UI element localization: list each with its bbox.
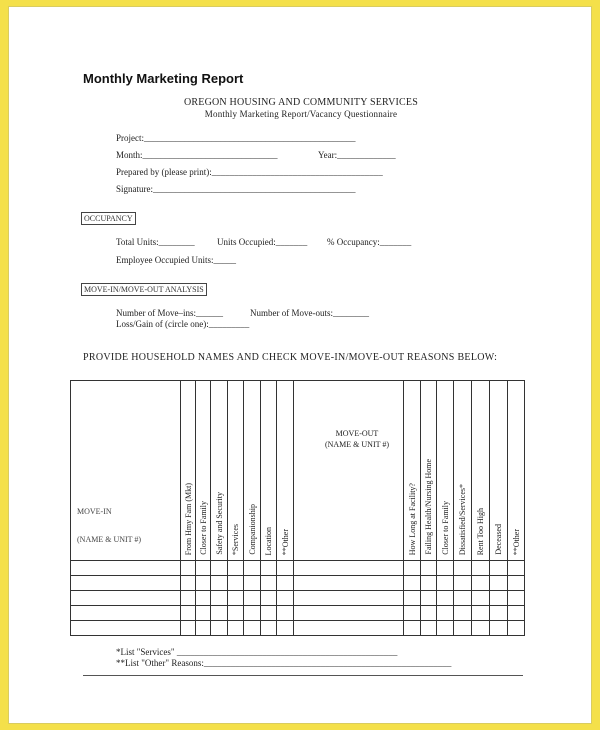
table-header-row (71, 381, 525, 561)
moveout-reason-cell (454, 381, 472, 561)
movein-reason-label: Companionship (247, 504, 257, 555)
footer-divider (83, 675, 523, 676)
movein-reason-cell (277, 381, 294, 561)
moveout-reason-label: Failing Health/Nursing Home (424, 459, 433, 555)
loss-gain-field[interactable]: Loss/Gain of (circle one):_________ (116, 319, 250, 329)
movein-reason-cell (211, 381, 228, 561)
document-page (8, 6, 592, 724)
moveout-reason-cell (404, 381, 421, 561)
pct-occupancy-field[interactable]: % Occupancy:_______ (327, 237, 412, 247)
moveout-header-label: MOVE-OUT (335, 429, 379, 438)
movein-reason-cell (196, 381, 211, 561)
project-field[interactable]: Project:_______________________________________________ (116, 133, 356, 143)
year-field[interactable]: Year:_____________ (318, 150, 396, 160)
movein-header-sublabel: (NAME & UNIT #) (77, 535, 142, 544)
moveout-reason-cell (437, 381, 454, 561)
movein-reason-label: From Hmy Fam (Mkt) (183, 482, 193, 555)
moveout-reason-label: Deceased (494, 524, 503, 555)
moveout-reason-label: Dissatisfied/Services* (458, 483, 467, 555)
move-analysis-section-label: MOVE-IN/MOVE-OUT ANALYSIS (81, 283, 207, 296)
movein-reason-label: **Other (280, 528, 290, 555)
movein-reason-cell (228, 381, 244, 561)
other-reasons-field[interactable]: **List "Other" Reasons:_______________________________________________________ (116, 658, 452, 668)
movein-reason-label: Closer to Family (198, 501, 208, 555)
table-row[interactable] (71, 606, 525, 621)
moveout-reason-label: **Other (511, 528, 521, 555)
movein-reason-label: Location (264, 526, 273, 555)
table-row[interactable] (71, 621, 525, 636)
table-row[interactable] (71, 591, 525, 606)
movein-reason-cell (244, 381, 261, 561)
total-units-field[interactable]: Total Units:________ (116, 237, 195, 247)
moveout-header-cell (294, 381, 404, 561)
movein-header-label: MOVE-IN (77, 507, 112, 516)
moveout-reason-label: How Long at Facility? (407, 482, 417, 555)
movein-header-cell (71, 381, 181, 561)
signature-field[interactable]: Signature:_____________________________________________ (116, 184, 356, 194)
report-title: Monthly Marketing Report (83, 71, 244, 86)
employee-occupied-field[interactable]: Employee Occupied Units:_____ (116, 255, 236, 265)
table-row[interactable] (71, 561, 525, 576)
services-list-field[interactable]: *List "Services" _________________________________________________ (116, 647, 398, 657)
table-instructions: PROVIDE HOUSEHOLD NAMES AND CHECK MOVE-IN/MOVE-OUT REASONS BELOW: (83, 352, 498, 363)
moveout-reason-label: Rent Too High (476, 507, 485, 555)
moveout-reason-cell (472, 381, 490, 561)
table-row[interactable] (71, 576, 525, 591)
month-field[interactable]: Month:______________________________ (116, 150, 278, 160)
moveout-reason-cell (508, 381, 525, 561)
occupancy-section-label: OCCUPANCY (81, 212, 136, 225)
moveout-reason-cell (421, 381, 437, 561)
move-ins-field[interactable]: Number of Move–ins:______ (116, 308, 223, 318)
move-reasons-table (70, 380, 525, 636)
movein-reason-cell (261, 381, 277, 561)
org-name: OREGON HOUSING AND COMMUNITY SERVICES (183, 97, 419, 108)
moveout-reason-label: Closer to Family (440, 501, 450, 555)
form-subtitle: Monthly Marketing Report/Vacancy Questionnaire (204, 109, 398, 119)
units-occupied-field[interactable]: Units Occupied:_______ (217, 237, 308, 247)
move-outs-field[interactable]: Number of Move-outs:________ (250, 308, 369, 318)
moveout-reason-cell (490, 381, 508, 561)
movein-reason-label: *Services (231, 523, 240, 555)
prepared-by-field[interactable]: Prepared by (please print):______________________________________ (116, 167, 383, 177)
movein-reason-cell (181, 381, 196, 561)
moveout-header-sublabel: (NAME & UNIT #) (324, 440, 390, 449)
movein-reason-label: Safety and Security (214, 492, 224, 555)
